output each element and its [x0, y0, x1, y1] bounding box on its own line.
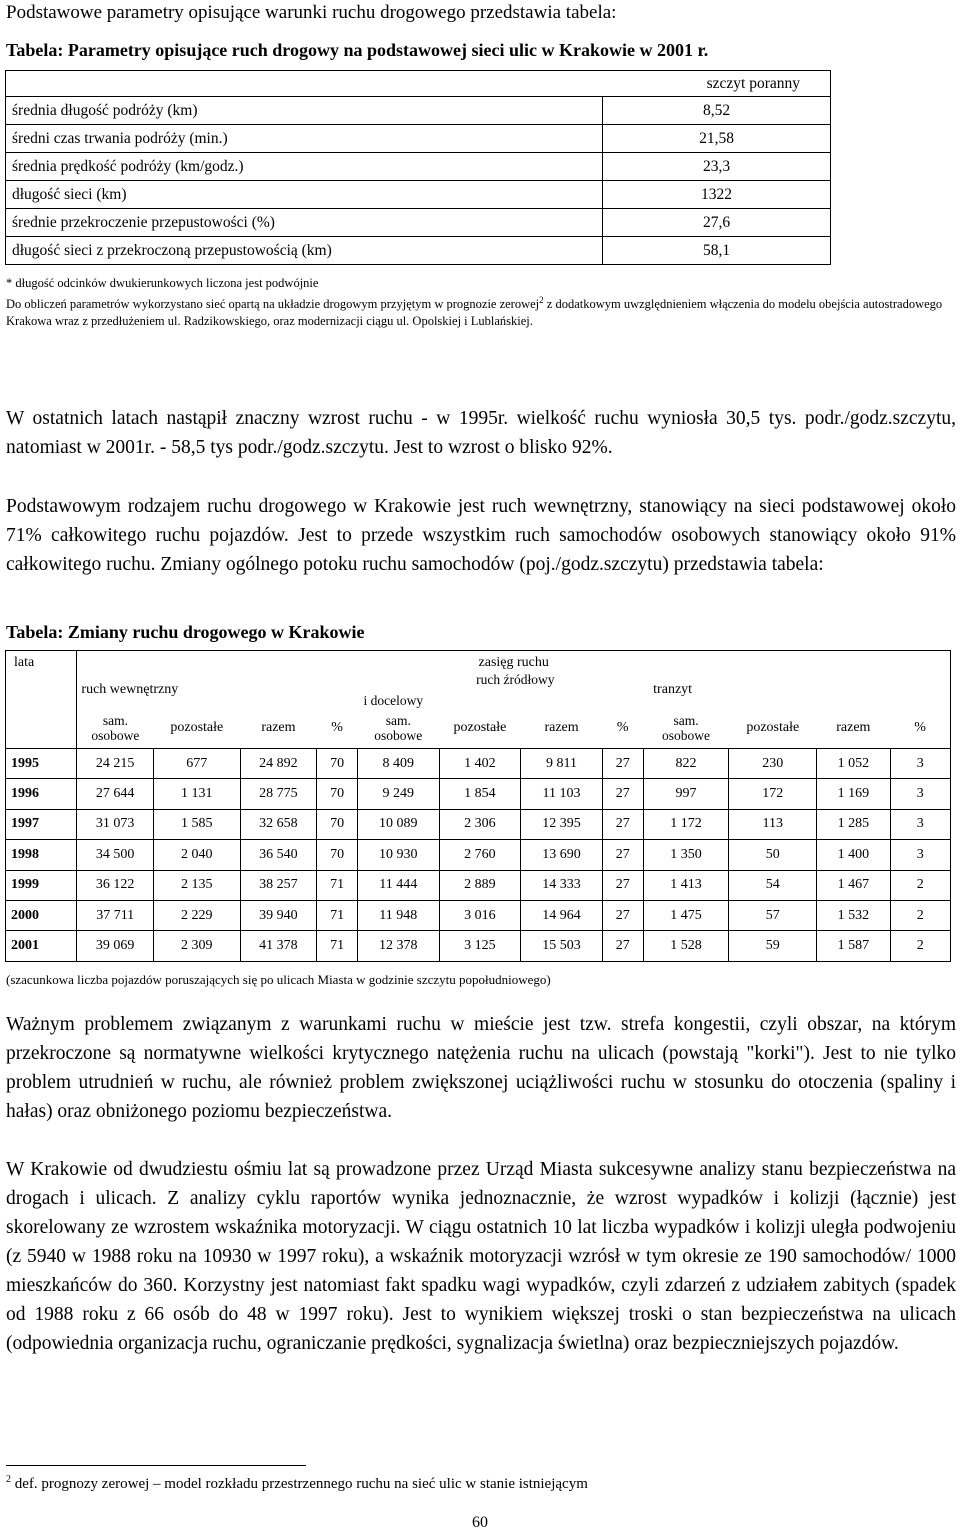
value-cell: 9 811 [521, 749, 603, 779]
row-label: średnia długość podróży (km) [6, 97, 603, 125]
value-cell: 1 285 [817, 809, 890, 839]
value-cell: 1 172 [643, 809, 729, 839]
row-label: średnia prędkość podróży (km/godz.) [6, 153, 603, 181]
value-cell: 1 402 [439, 749, 521, 779]
value-cell: 27 [602, 931, 643, 961]
paragraph-congestion: Ważnym problemem związanym z warunkami ruchu w mieście jest tzw. strefa kongestii, czyli obszar, na którym przekroczone są normatywne wielkości krytycznego natężenia ruchu na ulicach (powstają "korki"). Jest to nie tylko problem utrudnień w ruchu, ale również problem zwiększonej uciążliwości ruchu w stosunku do otoczenia (spaliny i hałas) oraz obniżonego poziomu bezpieczeństwa. [6, 1014, 956, 1122]
value-cell: 14 964 [521, 900, 603, 930]
paragraph-internal-traffic: Podstawowym rodzajem ruchu drogowego w Krakowie jest ruch wewnętrzny, stanowiący na sieci podstawowej około 71% całkowitego ruchu pojazdów. Jest to przede wszystkim ruch samochodów osobowych stanowiący około 91% całkowitego ruchu. Zmiany ogólnego potoku ruchu samochodów (poj./godz.szczytu) przedstawia tabela: [6, 496, 956, 575]
value-cell: 3 [890, 809, 950, 839]
row-value: 21,58 [603, 125, 831, 153]
footnote-divider [6, 1465, 306, 1466]
value-cell: 27 [602, 840, 643, 870]
value-cell: 54 [729, 870, 817, 900]
value-cell: 113 [729, 809, 817, 839]
value-cell: 70 [317, 749, 358, 779]
table-row [6, 125, 831, 153]
value-cell: 32 658 [240, 809, 317, 839]
header-sam-osobowe: sam. osobowe [662, 713, 711, 744]
value-cell: 2 [890, 900, 950, 930]
header-sam-osobowe: sam. osobowe [374, 713, 423, 744]
row-value: 8,52 [603, 97, 831, 125]
footnote: $^2$ def. prognozy zerowej – model rozkładu przestrzennego ruchu na sieć ulic w stanie istniejącym [6, 1474, 588, 1492]
value-cell: 2 889 [439, 870, 521, 900]
value-cell: 14 333 [521, 870, 603, 900]
table-row [6, 840, 951, 870]
header-lata: lata [6, 651, 77, 749]
value-cell: 27 644 [77, 779, 154, 809]
value-cell: 41 378 [240, 931, 317, 961]
value-cell: 27 [602, 779, 643, 809]
header-pozostale: pozostałe [453, 720, 507, 736]
traffic-changes-table [5, 650, 951, 962]
value-cell: 3 125 [439, 931, 521, 961]
value-cell: 70 [317, 779, 358, 809]
row-label: średnie przekroczenie przepustowości (%) [6, 209, 603, 237]
header-razem: razem [240, 709, 317, 749]
value-cell: 2 [890, 931, 950, 961]
value-cell: 1 169 [817, 779, 890, 809]
value-cell: 71 [317, 870, 358, 900]
value-cell: 71 [317, 900, 358, 930]
value-cell: 677 [153, 749, 240, 779]
year-cell: 1997 [6, 809, 77, 839]
table1-note-calc: Do obliczeń parametrów wykorzystano sieć opartą na układzie drogowym przyjętym w prognozie zerowej$^2$ z dodatkowym uwzględnieniem włączenia do modelu obejścia autostradowego Krakowa wraz z przedłużeniem ul. Radzikowskiego, oraz modernizacji ciągu ul. Opolskiej i Lublańskiej. [6, 295, 943, 329]
value-cell: 11 948 [357, 900, 439, 930]
year-cell: 1998 [6, 840, 77, 870]
row-label: długość sieci z przekroczoną przepustowością (km) [6, 237, 603, 265]
value-cell: 1 413 [643, 870, 729, 900]
value-cell: 36 122 [77, 870, 154, 900]
year-cell: 2000 [6, 900, 77, 930]
table-header-row [6, 651, 951, 671]
value-cell: 57 [729, 900, 817, 930]
value-cell: 3 [890, 779, 950, 809]
value-cell: 10 089 [357, 809, 439, 839]
table-row [6, 153, 831, 181]
row-value: 58,1 [603, 237, 831, 265]
value-cell: 3 [890, 840, 950, 870]
value-cell: 28 775 [240, 779, 317, 809]
intro-text: Podstawowe parametry opisujące warunki ruchu drogowego przedstawia tabela: [6, 2, 617, 23]
header-zasieg: zasięg ruchu [77, 651, 951, 671]
row-value: 27,6 [603, 209, 831, 237]
header-pozostale: pozostałe [746, 720, 800, 736]
value-cell: 1 400 [817, 840, 890, 870]
value-cell: 172 [729, 779, 817, 809]
value-cell: 31 073 [77, 809, 154, 839]
value-cell: 2 760 [439, 840, 521, 870]
value-cell: 24 892 [240, 749, 317, 779]
table-row [6, 870, 951, 900]
value-cell: 9 249 [357, 779, 439, 809]
header-percent: % [616, 720, 629, 736]
value-cell: 1 585 [153, 809, 240, 839]
value-cell: 27 [602, 870, 643, 900]
table2-title: Tabela: Zmiany ruchu drogowego w Krakowie [6, 622, 365, 642]
table-row [6, 749, 951, 779]
value-cell: 2 229 [153, 900, 240, 930]
table-row [6, 71, 831, 97]
value-cell: 10 930 [357, 840, 439, 870]
value-cell: 71 [317, 931, 358, 961]
parameters-table [5, 70, 831, 265]
value-cell: 2 040 [153, 840, 240, 870]
table-row [6, 181, 831, 209]
value-cell: 3 [890, 749, 950, 779]
value-cell: 2 135 [153, 870, 240, 900]
table-row [6, 209, 831, 237]
value-cell: 11 103 [521, 779, 603, 809]
header-percent: % [890, 709, 950, 749]
header-razem: razem [544, 720, 579, 736]
year-cell: 1999 [6, 870, 77, 900]
table1-note-star: * długość odcinków dwukierunkowych liczona jest podwójnie [6, 276, 319, 290]
value-cell: 1 854 [439, 779, 521, 809]
value-cell: 2 309 [153, 931, 240, 961]
header-ruch-wewnetrzny: ruch wewnętrzny [77, 671, 358, 709]
table2-note: (szacunkowa liczba pojazdów poruszających się po ulicach Miasta w godzinie szczytu popołudniowego) [6, 972, 551, 987]
row-value: 1322 [603, 181, 831, 209]
value-cell: 1 052 [817, 749, 890, 779]
value-cell: 15 503 [521, 931, 603, 961]
year-cell: 1995 [6, 749, 77, 779]
value-cell: 1 131 [153, 779, 240, 809]
value-cell: 27 [602, 900, 643, 930]
header-tranzyt: tranzyt [643, 671, 950, 709]
column-header-szczyt: szczyt poranny [603, 71, 831, 97]
value-cell: 1 528 [643, 931, 729, 961]
value-cell: 2 306 [439, 809, 521, 839]
year-cell: 2001 [6, 931, 77, 961]
value-cell: 2 [890, 870, 950, 900]
value-cell: 37 711 [77, 900, 154, 930]
value-cell: 27 [602, 749, 643, 779]
year-cell: 1996 [6, 779, 77, 809]
value-cell: 34 500 [77, 840, 154, 870]
value-cell: 12 378 [357, 931, 439, 961]
table-row [6, 809, 951, 839]
table-header-row [6, 709, 951, 749]
table1-title: Tabela: Parametry opisujące ruch drogowy na podstawowej sieci ulic w Krakowie w 2001 r. [6, 40, 709, 60]
page-number: 60 [472, 1514, 488, 1531]
header-sam-osobowe: sam. osobowe [77, 709, 154, 749]
header-pozostale: pozostałe [153, 709, 240, 749]
value-cell: 27 [602, 809, 643, 839]
value-cell: 1 475 [643, 900, 729, 930]
paragraph-safety: W Krakowie od dwudziestu ośmiu lat są prowadzone przez Urząd Miasta sukcesywne analizy stanu bezpieczeństwa na drogach i ulicach. Z analizy cyklu raportów wynika jednoznacznie, że wzrost wypadków i kolizji (łącznie) jest skorelowany ze wzrostem wskaźnika motoryzacji. W ciągu ostatnich 10 lat liczba wypadków i kolizji uległa podwojeniu (z 5940 w 1988 roku na 10930 w 1997 roku), a wskaźnik motoryzacji wzrósł w tym okresie ze 190 samochodów/ 1000 mieszkańców do 360. Korzystny jest natomiast fakt spadku wagi wypadków, czyli zdarzeń z udziałem zabitych (spadek od 1988 roku z 66 osób do 48 w 1997 roku). Jest to wynikiem większej troski o stan bezpieczeństwa na ulicach (odpowiednia organizacja ruchu, ograniczanie prędkości, sygnalizacja świetlna) oraz bezpieczniejszych pojazdów. [6, 1159, 956, 1354]
row-label: długość sieci (km) [6, 181, 603, 209]
table-row [6, 237, 831, 265]
value-cell: 8 409 [357, 749, 439, 779]
value-cell: 1 467 [817, 870, 890, 900]
value-cell: 50 [729, 840, 817, 870]
row-label: średni czas trwania podróży (min.) [6, 125, 603, 153]
value-cell: 36 540 [240, 840, 317, 870]
table-row [6, 900, 951, 930]
value-cell: 59 [729, 931, 817, 961]
value-cell: 3 016 [439, 900, 521, 930]
paragraph-growth: W ostatnich latach nastąpił znaczny wzrost ruchu - w 1995r. wielkość ruchu wyniosła 30,5 tys. podr./godz.szczytu, natomiast w 2001r. - 58,5 tys podr./godz.szczytu. Jest to wzrost o blisko 92%. [6, 408, 956, 458]
row-value: 23,3 [603, 153, 831, 181]
header-ruch-zrodlowy: ruch źródłowy i docelowy [363, 671, 555, 708]
value-cell: 1 587 [817, 931, 890, 961]
value-cell: 822 [643, 749, 729, 779]
value-cell: 13 690 [521, 840, 603, 870]
value-cell: 39 069 [77, 931, 154, 961]
value-cell: 11 444 [357, 870, 439, 900]
value-cell: 997 [643, 779, 729, 809]
value-cell: 70 [317, 809, 358, 839]
table-row [6, 97, 831, 125]
value-cell: 38 257 [240, 870, 317, 900]
table-row [6, 779, 951, 809]
value-cell: 24 215 [77, 749, 154, 779]
value-cell: 1 350 [643, 840, 729, 870]
header-razem: razem [836, 720, 871, 736]
value-cell: 12 395 [521, 809, 603, 839]
value-cell: 1 532 [817, 900, 890, 930]
table-header-row [6, 671, 951, 709]
value-cell: 70 [317, 840, 358, 870]
header-percent: % [317, 709, 358, 749]
value-cell: 230 [729, 749, 817, 779]
table-row [6, 931, 951, 961]
value-cell: 39 940 [240, 900, 317, 930]
